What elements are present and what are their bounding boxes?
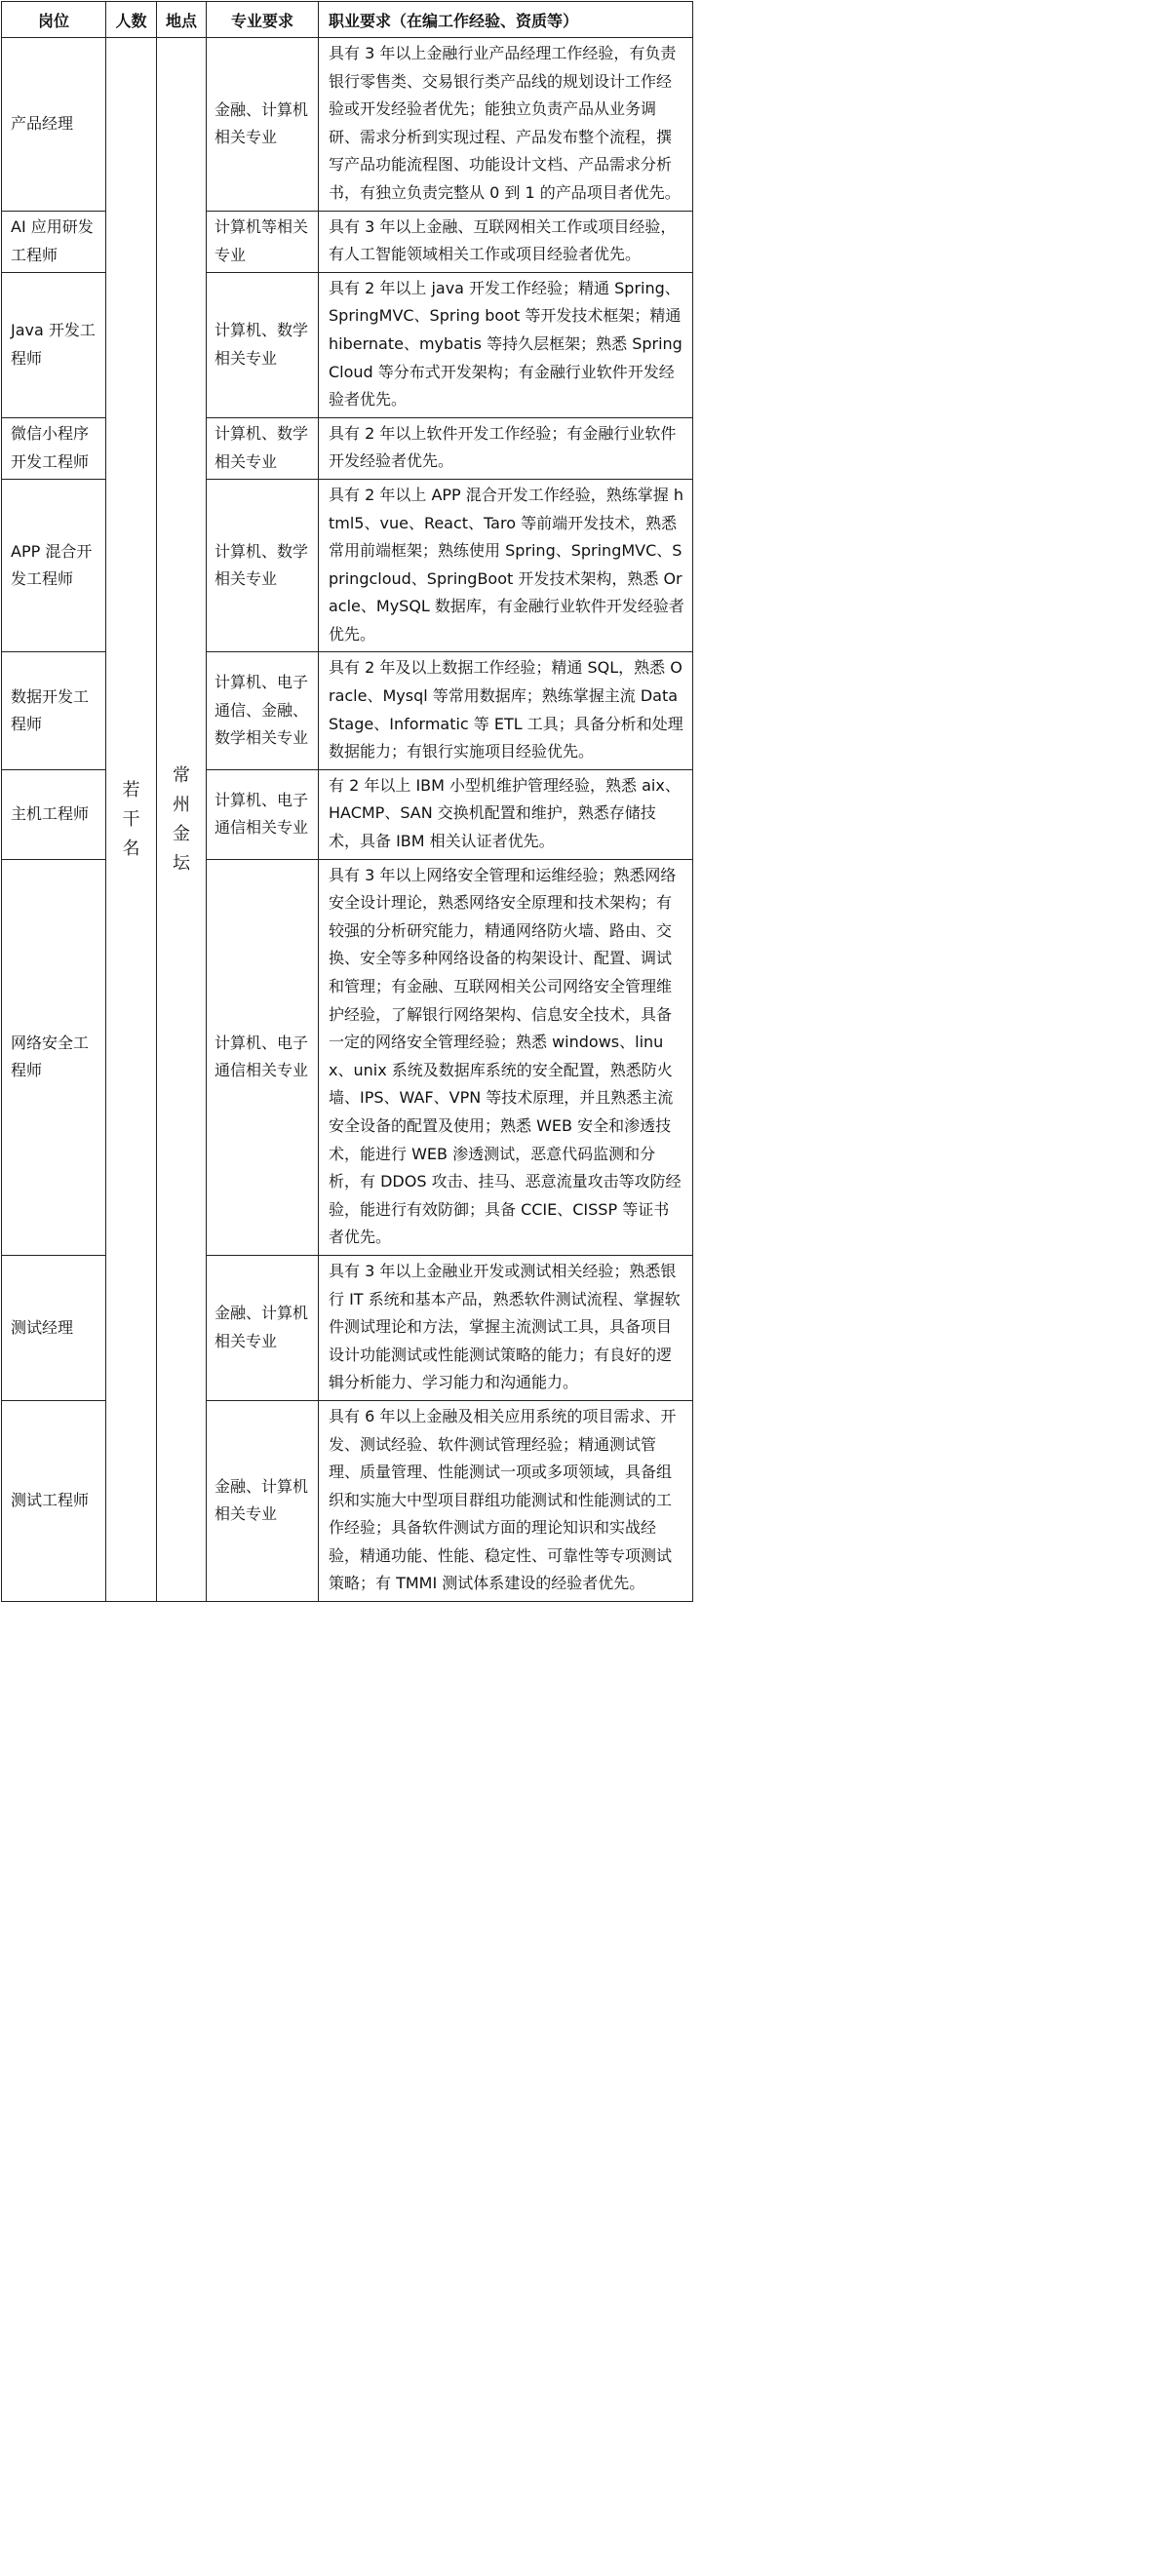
- table-row: [2, 417, 693, 479]
- major-cell: 计算机、数学相关专业: [207, 417, 319, 479]
- table-row: [2, 211, 693, 272]
- major-cell: 金融、计算机相关专业: [207, 1400, 319, 1601]
- header-location: 地点: [157, 2, 207, 38]
- header-row: [2, 2, 693, 38]
- major-cell: 计算机、数学相关专业: [207, 272, 319, 417]
- position-cell: 网络安全工程师: [2, 859, 106, 1255]
- major-cell: 计算机、电子通信相关专业: [207, 769, 319, 859]
- table-row: [2, 859, 693, 1255]
- job-table: [1, 1, 693, 1602]
- headcount-text: 若干名: [122, 779, 140, 859]
- headcount-cell: [106, 38, 157, 1602]
- requirements-cell: 具有 6 年以上金融及相关应用系统的项目需求、开发、测试经验、软件测试管理经验；精通测试管理、质量管理、性能测试一项或多项领域，具备组织和实施大中型项目群组功能测试和性能测试的工作经验；具备软件测试方面的理论知识和实战经验，精通功能、性能、稳定性、可靠性等专项测试策略；有 TMMI 测试体系建设的经验者优先。: [319, 1400, 693, 1601]
- requirements-cell: 有 2 年以上 IBM 小型机维护管理经验，熟悉 aix、HACMP、SAN 交换机配置和维护，熟悉存储技术，具备 IBM 相关认证者优先。: [319, 769, 693, 859]
- major-cell: 金融、计算机相关专业: [207, 1255, 319, 1400]
- requirements-cell: 具有 2 年及以上数据工作经验；精通 SQL，熟悉 Oracle、Mysql 等常用数据库；熟练掌握主流 DataStage、Informatic 等 ETL 工具；具备分析和处理数据能力；有银行实施项目经验优先。: [319, 652, 693, 769]
- major-cell: 计算机、数学相关专业: [207, 479, 319, 652]
- table-row: [2, 1255, 693, 1400]
- position-cell: 主机工程师: [2, 769, 106, 859]
- location-text: 常州金坛: [172, 764, 190, 874]
- header-requirements: 职业要求（在编工作经验、资质等）: [319, 2, 693, 38]
- major-cell: 计算机、电子通信、金融、数学相关专业: [207, 652, 319, 769]
- table-row: [2, 769, 693, 859]
- position-cell: 产品经理: [2, 38, 106, 212]
- requirements-cell: 具有 2 年以上 java 开发工作经验；精通 Spring、SpringMVC、Spring boot 等开发技术框架；精通 hibernate、mybatis 等持久层框架；熟悉 Spring Cloud 等分布式开发架构；有金融行业软件开发经验者优先。: [319, 272, 693, 417]
- requirements-cell: 具有 3 年以上金融行业产品经理工作经验，有负责银行零售类、交易银行类产品线的规划设计工作经验或开发经验者优先；能独立负责产品从业务调研、需求分析到实现过程、产品发布整个流程，撰写产品功能流程图、功能设计文档、产品需求分析书，有独立负责完整从 0 到 1 的产品项目者优先。: [319, 38, 693, 212]
- header-headcount: 人数: [106, 2, 157, 38]
- position-cell: AI 应用研发工程师: [2, 211, 106, 272]
- position-cell: APP 混合开发工程师: [2, 479, 106, 652]
- position-cell: 测试工程师: [2, 1400, 106, 1601]
- header-position: 岗位: [2, 2, 106, 38]
- major-cell: 计算机、电子通信相关专业: [207, 859, 319, 1255]
- table-row: [2, 1400, 693, 1601]
- position-cell: 微信小程序开发工程师: [2, 417, 106, 479]
- requirements-cell: 具有 3 年以上网络安全管理和运维经验；熟悉网络安全设计理论，熟悉网络安全原理和技术架构；有较强的分析研究能力，精通网络防火墙、路由、交换、安全等多种网络设备的构架设计、配置、调试和管理；有金融、互联网相关公司网络安全管理维护经验，了解银行网络架构、信息安全技术，具备一定的网络安全管理经验；熟悉 windows、linux、unix 系统及数据库系统的安全配置，熟悉防火墙、IPS、WAF、VPN 等技术原理，并且熟悉主流安全设备的配置及使用；熟悉 WEB 安全和渗透技术，能进行 WEB 渗透测试，恶意代码监测和分析，有 DDOS 攻击、挂马、恶意流量攻击等攻防经验，能进行有效防御；具备 CCIE、CISSP 等证书者优先。: [319, 859, 693, 1255]
- requirements-cell: 具有 3 年以上金融、互联网相关工作或项目经验，有人工智能领域相关工作或项目经验者优先。: [319, 211, 693, 272]
- requirements-cell: 具有 2 年以上软件开发工作经验；有金融行业软件开发经验者优先。: [319, 417, 693, 479]
- requirements-cell: 具有 3 年以上金融业开发或测试相关经验；熟悉银行 IT 系统和基本产品，熟悉软件测试流程、掌握软件测试理论和方法，掌握主流测试工具，具备项目设计功能测试或性能测试策略的能力；有良好的逻辑分析能力、学习能力和沟通能力。: [319, 1255, 693, 1400]
- major-cell: 计算机等相关专业: [207, 211, 319, 272]
- position-cell: 数据开发工程师: [2, 652, 106, 769]
- table-row: [2, 272, 693, 417]
- table-row: [2, 38, 693, 212]
- requirements-cell: 具有 2 年以上 APP 混合开发工作经验，熟练掌握 html5、vue、React、Taro 等前端开发技术，熟悉常用前端框架；熟练使用 Spring、SpringMVC、Springcloud、SpringBoot 开发技术架构，熟悉 Oracle、MySQL 数据库，有金融行业软件开发经验者优先。: [319, 479, 693, 652]
- table-row: [2, 479, 693, 652]
- major-cell: 金融、计算机相关专业: [207, 38, 319, 212]
- table-row: [2, 652, 693, 769]
- position-cell: Java 开发工程师: [2, 272, 106, 417]
- position-cell: 测试经理: [2, 1255, 106, 1400]
- location-cell: [157, 38, 207, 1602]
- header-major: 专业要求: [207, 2, 319, 38]
